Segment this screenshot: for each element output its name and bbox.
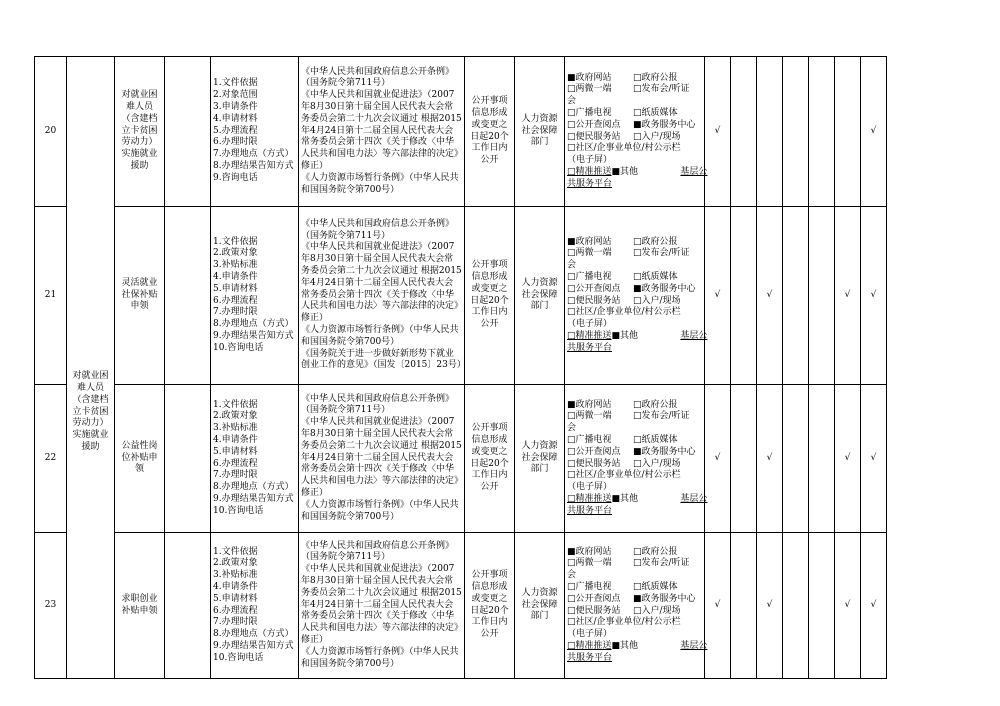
channel-option: □政府公报 — [633, 236, 678, 247]
channel-option: 会 — [567, 260, 577, 271]
legal-basis — [299, 533, 465, 679]
text-line: 日起20个 — [470, 458, 509, 469]
text-line: 《中华人民共和国就业促进法》（2007年8月30日第十届全国人民代表大会常务委员会第二十九次会议通过 根据2015年4月24日第十二届全国人民代表大会常务委员会第十四次《关于修改〈中华人民共和国电力法〉等六部法律的决定》修正） — [301, 564, 462, 645]
text-line: 补贴申领 — [121, 605, 158, 616]
text-line: 部门 — [530, 301, 549, 312]
channel-option: □便民服务站 — [567, 458, 621, 469]
text-line: 公益性岗 — [121, 440, 158, 451]
text-line: 1.文件依据 — [213, 236, 258, 247]
channel-option: □纸质媒体 — [633, 434, 678, 445]
text-line: 工作日内 — [471, 307, 508, 318]
check-cell — [731, 57, 757, 207]
text-line: 社会保障 — [521, 452, 558, 463]
check-cell — [809, 57, 835, 207]
channel-option: □纸质媒体 — [633, 271, 678, 282]
text-line: 公开事项 — [471, 96, 508, 107]
check-cell — [731, 533, 757, 679]
channel-option: （电子屏） — [567, 482, 613, 493]
row-number: 20 — [35, 57, 67, 207]
channel-option: □广播电视 — [567, 271, 612, 282]
text-line: 4.申请条件 — [213, 434, 258, 445]
disclosure-subject — [515, 533, 565, 679]
text-line: 人力资源 — [521, 440, 558, 451]
disclosure-channels — [565, 57, 708, 207]
text-line: 信息形成 — [471, 271, 508, 282]
text-line: 劳动力） — [72, 418, 109, 429]
text-line: 4.申请条件 — [213, 581, 258, 592]
check-cell — [809, 385, 835, 533]
channel-option: □发布会/听证 — [633, 248, 690, 259]
channel-option: □政府公报 — [633, 72, 678, 83]
channel-option: □社区/企事业单位/村公示栏 — [567, 617, 681, 628]
empty-cell — [165, 57, 211, 207]
text-line: 《人力资源市场暂行条例》（中华人民共和国国务院令第700号） — [301, 172, 459, 195]
text-line: 《中华人民共和国政府信息公开条例》（国务院令第711号） — [301, 66, 455, 89]
text-line: 9.咨询电话 — [213, 172, 258, 183]
row-number: 22 — [35, 385, 67, 533]
item-name — [115, 385, 165, 533]
disclosure-content — [211, 533, 299, 679]
text-line: 实施就业 — [121, 149, 158, 160]
text-line: 8.办理地点（方式） — [213, 319, 294, 330]
disclosure-subject — [515, 207, 565, 385]
check-cell: √ — [757, 385, 783, 533]
disclosure-channels — [565, 385, 708, 533]
text-line: 10.咨询电话 — [213, 342, 264, 353]
text-line: 社保补贴 — [121, 289, 158, 300]
text-line: 公开 — [480, 155, 499, 166]
disclosure-timing — [465, 533, 515, 679]
text-line: 5.申请材料 — [213, 446, 258, 457]
text-line: 工作日内 — [471, 470, 508, 481]
text-line: 社会保障 — [521, 125, 558, 136]
text-line: 工作日内 — [471, 143, 508, 154]
check-cell: √ — [705, 533, 731, 679]
channel-option: □纸质媒体 — [633, 107, 678, 118]
channel-option: ■政务服务中心 — [633, 119, 696, 130]
text-line: 3.补贴标准 — [213, 423, 258, 434]
disclosure-table — [34, 56, 887, 679]
text-line: 7.办理地点（方式） — [213, 149, 294, 160]
channel-option: ■政府网站 — [567, 546, 612, 557]
text-line: 2.政策对象 — [213, 558, 258, 569]
channel-option: □两微一端 — [567, 84, 612, 95]
channel-option: □入户/现场 — [633, 131, 681, 142]
text-line: 8.办理地点（方式） — [213, 629, 294, 640]
channel-option: 共服务平台 — [567, 505, 613, 516]
text-line: 劳动力） — [121, 137, 158, 148]
text-line: 日起20个 — [470, 131, 509, 142]
text-line: 位补贴申 — [121, 452, 158, 463]
check-cell — [809, 533, 835, 679]
check-cell: √ — [835, 207, 861, 385]
text-line: 7.办理时限 — [213, 307, 258, 318]
channel-option: 会 — [567, 570, 577, 581]
text-line: 或变更之 — [471, 446, 508, 457]
channel-option: □便民服务站 — [567, 605, 621, 616]
check-cell — [731, 207, 757, 385]
text-line: 6.办理流程 — [213, 458, 258, 469]
check-cell: √ — [757, 533, 783, 679]
channel-option: □政府公报 — [633, 546, 678, 557]
text-line: 日起20个 — [470, 295, 509, 306]
text-line: 对就业困 — [121, 90, 158, 101]
channel-option: □社区/企事业单位/村公示栏 — [567, 307, 681, 318]
text-line: 公开事项 — [471, 260, 508, 271]
check-cell: √ — [835, 533, 861, 679]
text-line: 信息形成 — [471, 107, 508, 118]
text-line: 立卡贫困 — [121, 125, 158, 136]
channel-option: □政府公报 — [633, 399, 678, 410]
check-cell: √ — [861, 207, 887, 385]
channel-option: □精准推送 — [567, 330, 612, 341]
disclosure-subject — [515, 385, 565, 533]
channel-option: □公开查阅点 — [567, 119, 621, 130]
channel-option: □入户/现场 — [633, 605, 681, 616]
text-line: 人力资源 — [521, 277, 558, 288]
channel-option: 基层公 — [680, 493, 708, 504]
channel-option: （电子屏） — [567, 629, 613, 640]
channel-option: □公开查阅点 — [567, 283, 621, 294]
item-name — [115, 57, 165, 207]
channel-option: 会 — [567, 96, 577, 107]
channel-option: □社区/企事业单位/村公示栏 — [567, 143, 681, 154]
channel-option: ■其他 — [611, 330, 639, 341]
text-line: 1.文件依据 — [213, 546, 258, 557]
check-cell: √ — [705, 57, 731, 207]
check-cell — [731, 385, 757, 533]
text-line: 日起20个 — [470, 605, 509, 616]
item-name — [115, 207, 165, 385]
channel-option: □两微一端 — [567, 248, 612, 259]
text-line: 4.申请条件 — [213, 271, 258, 282]
text-line: 申领 — [130, 301, 149, 312]
channel-option: 会 — [567, 423, 577, 434]
category-cell — [67, 57, 115, 679]
check-cell — [783, 207, 809, 385]
channel-option: □广播电视 — [567, 581, 612, 592]
channel-option: ■政务服务中心 — [633, 446, 696, 457]
empty-cell — [165, 207, 211, 385]
channel-option: 基层公 — [680, 166, 708, 177]
channel-option: □发布会/听证 — [633, 84, 690, 95]
channel-option: 共服务平台 — [567, 178, 613, 189]
text-line: 5.办理流程 — [213, 125, 258, 136]
check-cell — [809, 207, 835, 385]
channel-option: □社区/企事业单位/村公示栏 — [567, 470, 681, 481]
text-line: 7.办理时限 — [213, 617, 258, 628]
text-line: 1.文件依据 — [213, 399, 258, 410]
text-line: 人力资源 — [521, 587, 558, 598]
channel-option: ■政府网站 — [567, 72, 612, 83]
channel-option: ■政府网站 — [567, 399, 612, 410]
disclosure-timing — [465, 385, 515, 533]
channel-option: ■政务服务中心 — [633, 283, 696, 294]
text-line: 或变更之 — [471, 283, 508, 294]
check-cell — [835, 57, 861, 207]
check-cell: √ — [757, 207, 783, 385]
text-line: 1.文件依据 — [213, 78, 258, 89]
legal-basis — [299, 207, 465, 385]
text-line: 部门 — [530, 464, 549, 475]
text-line: 3.补贴标准 — [213, 570, 258, 581]
disclosure-content — [211, 385, 299, 533]
text-line: 公开 — [480, 482, 499, 493]
text-line: 10.咨询电话 — [213, 652, 264, 663]
text-line: 部门 — [530, 137, 549, 148]
text-line: 8.办理结果告知方式 — [213, 160, 294, 171]
disclosure-timing — [465, 57, 515, 207]
channel-option: □广播电视 — [567, 434, 612, 445]
channel-option: ■其他 — [611, 493, 639, 504]
text-line: （含建档 — [121, 113, 158, 124]
text-line: 8.办理地点（方式） — [213, 482, 294, 493]
channel-option: □便民服务站 — [567, 131, 621, 142]
disclosure-channels — [565, 533, 708, 679]
text-line: 或变更之 — [471, 593, 508, 604]
text-line: 10.咨询电话 — [213, 505, 264, 516]
text-line: 领 — [134, 464, 144, 475]
channel-option: ■其他 — [611, 640, 639, 651]
text-line: 实施就业 — [72, 430, 109, 441]
disclosure-timing — [465, 207, 515, 385]
channel-option: □精准推送 — [567, 640, 612, 651]
text-line: 《人力资源市场暂行条例》（中华人民共和国国务院令第700号） — [301, 499, 459, 522]
text-line: 2.政策对象 — [213, 411, 258, 422]
text-line: 援助 — [130, 160, 149, 171]
channel-option: □入户/现场 — [633, 458, 681, 469]
channel-option: □公开查阅点 — [567, 593, 621, 604]
table-row — [35, 207, 887, 385]
channel-option: 基层公 — [680, 640, 708, 651]
text-line: 部门 — [530, 611, 549, 622]
item-name — [115, 533, 165, 679]
text-line: 3.申请条件 — [213, 102, 258, 112]
check-cell: √ — [861, 385, 887, 533]
check-cell: √ — [861, 533, 887, 679]
check-cell: √ — [835, 385, 861, 533]
text-line: 5.申请材料 — [213, 283, 258, 294]
text-line: 《中华人民共和国政府信息公开条例》（国务院令第711号） — [301, 393, 455, 416]
channel-option: □公开查阅点 — [567, 446, 621, 457]
text-line: 社会保障 — [521, 289, 558, 300]
text-line: 立卡贫困 — [72, 406, 109, 417]
text-line: 求职创业 — [121, 593, 158, 604]
channel-option: □发布会/听证 — [633, 558, 690, 569]
text-line: 难人员 — [76, 383, 104, 393]
text-line: 灵活就业 — [121, 277, 158, 288]
row-number: 23 — [35, 533, 67, 679]
check-cell: √ — [705, 207, 731, 385]
text-line: 《人力资源市场暂行条例》（中华人民共和国国务院令第700号） — [301, 646, 459, 669]
text-line: 2.对象范围 — [213, 90, 258, 101]
text-line: 《中华人民共和国就业促进法》（2007年8月30日第十届全国人民代表大会常务委员会第二十九次会议通过 根据2015年4月24日第十二届全国人民代表大会常务委员会第十四次《关于修改〈中华人民共和国电力法〉等六部法律的决定》修正） — [301, 417, 462, 498]
empty-cell — [165, 385, 211, 533]
text-line: 工作日内 — [471, 617, 508, 628]
text-line: 《中华人民共和国就业促进法》（2007年8月30日第十届全国人民代表大会常务委员会第二十九次会议通过 根据2015年4月24日第十二届全国人民代表大会常务委员会第十四次《关于修改〈中华人民共和国电力法〉等六部法律的决定》修正） — [301, 90, 462, 171]
text-line: 《国务院关于进一步做好新形势下就业创业工作的意见》（国发〔2015〕23号） — [301, 348, 466, 371]
text-line: 6.办理时限 — [213, 137, 258, 148]
text-line: 公开 — [480, 319, 499, 330]
channel-option: □两微一端 — [567, 558, 612, 569]
disclosure-subject — [515, 57, 565, 207]
text-line: 4.申请材料 — [213, 113, 258, 124]
channel-option: □广播电视 — [567, 107, 612, 118]
table-row — [35, 57, 887, 207]
text-line: 《中华人民共和国就业促进法》（2007年8月30日第十届全国人民代表大会常务委员会第二十九次会议通过 根据2015年4月24日第十二届全国人民代表大会常务委员会第十四次《关于修改〈中华人民共和国电力法〉等六部法律的决定》修正） — [301, 242, 462, 324]
channel-option: □两微一端 — [567, 411, 612, 422]
disclosure-content — [211, 207, 299, 385]
channel-option: （电子屏） — [567, 155, 613, 166]
channel-option: ■政务服务中心 — [633, 593, 696, 604]
text-line: 或变更之 — [471, 119, 508, 130]
channel-option: □精准推送 — [567, 166, 612, 177]
channel-option: □精准推送 — [567, 493, 612, 504]
table-row — [35, 533, 887, 679]
text-line: 信息形成 — [471, 434, 508, 445]
legal-basis — [299, 385, 465, 533]
text-line: 9.办理结果告知方式 — [213, 640, 294, 651]
channel-option: 共服务平台 — [567, 652, 613, 663]
legal-basis — [299, 57, 465, 207]
channel-option: ■其他 — [611, 166, 639, 177]
check-cell — [757, 57, 783, 207]
text-line: 9.办理结果告知方式 — [213, 493, 294, 504]
channel-option: （电子屏） — [567, 319, 613, 330]
row-number: 21 — [35, 207, 67, 385]
text-line: 3.补贴标准 — [213, 260, 258, 271]
disclosure-content — [211, 57, 299, 207]
text-line: 难人员 — [125, 102, 153, 112]
text-line: 9.办理结果告知方式 — [213, 330, 294, 341]
check-cell — [783, 533, 809, 679]
check-cell: √ — [705, 385, 731, 533]
channel-option: 共服务平台 — [567, 342, 613, 353]
text-line: （含建档 — [72, 394, 109, 405]
channel-option: ■政府网站 — [567, 236, 612, 247]
channel-option: □入户/现场 — [633, 295, 681, 306]
text-line: 公开 — [480, 629, 499, 640]
channel-option: □发布会/听证 — [633, 411, 690, 422]
text-line: 7.办理时限 — [213, 470, 258, 481]
text-line: 《中华人民共和国政府信息公开条例》（国务院令第711号） — [301, 218, 455, 241]
text-line: 6.办理流程 — [213, 605, 258, 616]
text-line: 社会保障 — [521, 599, 558, 610]
disclosure-channels — [565, 207, 708, 385]
text-line: 2.政策对象 — [213, 248, 258, 259]
text-line: 信息形成 — [471, 581, 508, 592]
empty-cell — [165, 533, 211, 679]
text-line: 对就业困 — [72, 371, 109, 382]
check-cell — [783, 385, 809, 533]
text-line: 人力资源 — [521, 113, 558, 124]
text-line: 《人力资源市场暂行条例》（中华人民共和国国务院令第700号） — [301, 324, 459, 347]
check-cell — [783, 57, 809, 207]
channel-option: 基层公 — [680, 330, 708, 341]
text-line: 公开事项 — [471, 570, 508, 581]
channel-option: □纸质媒体 — [633, 581, 678, 592]
text-line: 公开事项 — [471, 423, 508, 434]
check-cell: √ — [861, 57, 887, 207]
text-line: 《中华人民共和国政府信息公开条例》（国务院令第711号） — [301, 540, 455, 563]
channel-option: □便民服务站 — [567, 295, 621, 306]
text-line: 6.办理流程 — [213, 295, 258, 306]
text-line: 5.申请材料 — [213, 593, 258, 604]
table-row — [35, 385, 887, 533]
text-line: 援助 — [81, 441, 100, 452]
